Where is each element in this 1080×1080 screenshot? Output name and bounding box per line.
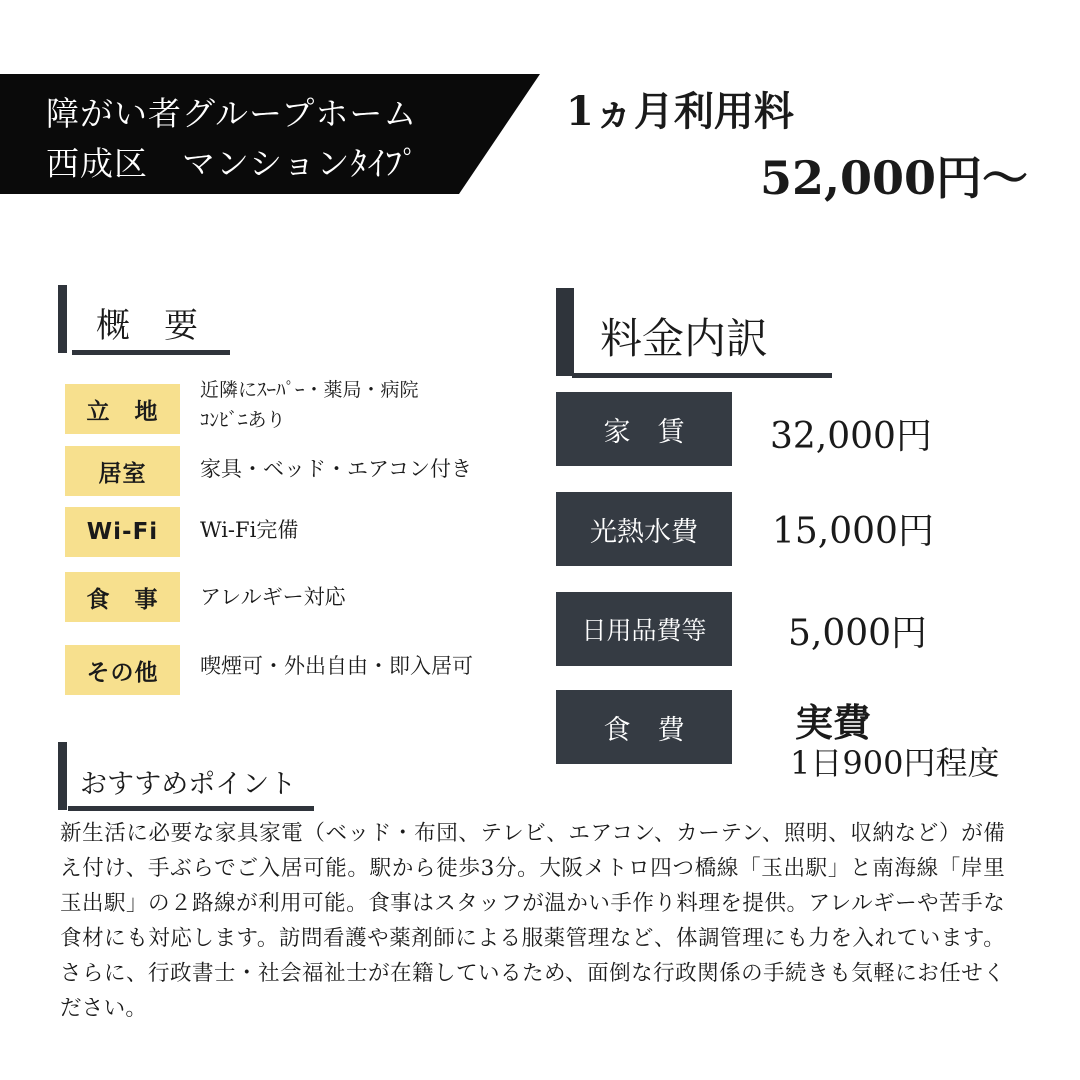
fee-label-rent: 家 賃 <box>556 392 732 466</box>
overview-label-other: その他 <box>65 645 180 695</box>
fee-amount-daily-goods: 5,000円 <box>788 613 928 654</box>
overview-value-wifi: Wi-Fi完備 <box>200 518 299 542</box>
monthly-fee-price: 52,000円〜 <box>760 151 1029 205</box>
recommend-title: おすすめポイント <box>80 769 297 800</box>
overview-label-room: 居室 <box>65 446 180 496</box>
overview-value-other: 喫煙可・外出自由・即入居可 <box>200 654 473 678</box>
overview-heading-underline <box>72 350 230 355</box>
overview-label-wifi: Wi-Fi <box>65 507 180 557</box>
fee-label-utilities: 光熱水費 <box>556 492 732 566</box>
recommend-heading-bar <box>58 742 67 810</box>
overview-value-location-line1: 近隣にｽｰﾊﾟｰ・薬局・病院 <box>200 379 419 401</box>
monthly-fee-label: 1ヵ月利用料 <box>566 88 794 135</box>
fee-amount-food: 実費 <box>795 700 872 745</box>
overview-value-room: 家具・ベッド・エアコン付き <box>200 457 472 481</box>
overview-title: 概 要 <box>96 306 198 346</box>
fees-heading-underline <box>572 373 832 378</box>
recommend-body: 新生活に必要な家具家電（ベッド・布団、テレビ、エアコン、カーテン、照明、収納など）が備え付け、手ぶらでご入居可能。駅から徒歩3分。大阪メトロ四つ橋線「玉出駅」と南海線「岸里玉出駅」の２路線が利用可能。食事はスタッフが温かい手作り料理を提供。アレルギーや苦手な食材にも対応します。訪問看護や薬剤師による服薬管理など、体調管理にも力を入れています。さらに、行政書士・社会福祉士が在籍しているため、面倒な行政関係の手続きも気軽にお任せください。 <box>60 821 1005 1021</box>
overview-value-meals: アレルギー対応 <box>200 585 346 609</box>
banner-title-line2: 西成区 マンションﾀｲﾌﾟ <box>46 144 420 183</box>
overview-value-location-line2: ｺﾝﾋﾞﾆあり <box>200 409 286 431</box>
overview-heading-bar <box>58 285 67 353</box>
recommend-heading-underline <box>68 806 314 811</box>
fees-title: 料金内訳 <box>600 314 769 363</box>
fee-label-daily-goods: 日用品費等 <box>556 592 732 666</box>
banner-title-line1: 障がい者グループホーム <box>46 94 418 133</box>
overview-label-location: 立 地 <box>65 384 180 434</box>
fees-heading-bar <box>556 288 574 376</box>
fee-amount-utilities: 15,000円 <box>772 511 934 552</box>
fee-food-note: 1日900円程度 <box>790 744 1000 782</box>
fee-amount-rent: 32,000円 <box>770 416 932 457</box>
fee-label-food: 食 費 <box>556 690 732 764</box>
overview-label-meals: 食 事 <box>65 572 180 622</box>
